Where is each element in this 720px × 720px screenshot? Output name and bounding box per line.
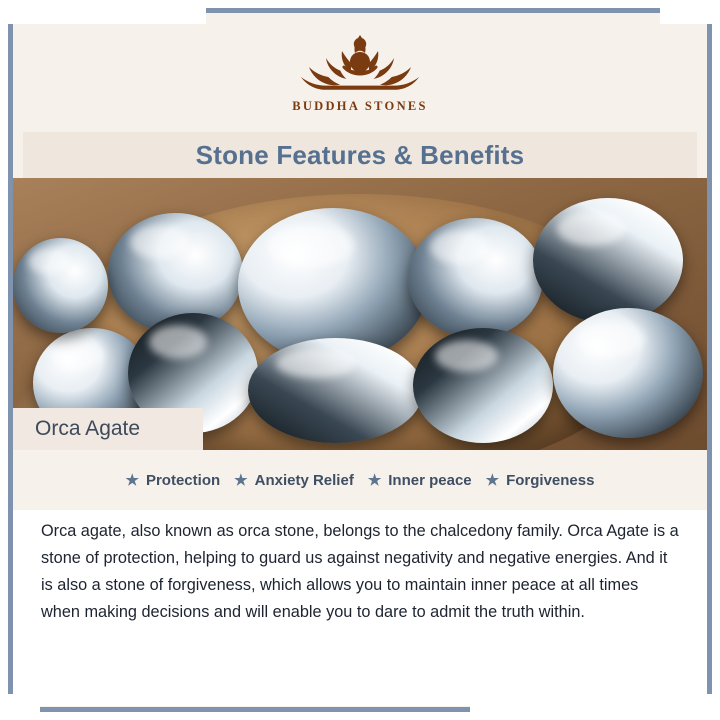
title-gap-left (13, 132, 23, 178)
benefit-label: Forgiveness (506, 471, 595, 489)
frame-notch-top-left (0, 0, 206, 24)
lotus-meditation-icon (285, 31, 435, 97)
brand-header (13, 13, 707, 126)
star-icon: ★ (125, 471, 139, 489)
stone-object (248, 338, 423, 443)
benefit-item (368, 472, 472, 489)
brand-name: BUDDHA STONES (292, 99, 428, 113)
benefit-label: Anxiety Relief (254, 471, 354, 489)
section-title-bar (13, 132, 707, 178)
stone-object (553, 308, 703, 438)
star-icon: ★ (485, 471, 500, 489)
title-gap-right (697, 132, 707, 178)
frame-notch-top-right (660, 0, 720, 24)
benefit-item (126, 472, 221, 489)
page-title: Stone Features & Benefits (195, 139, 525, 170)
benefit-item (486, 472, 595, 489)
stone-name: Orca Agate (35, 417, 141, 440)
description-block (13, 510, 707, 706)
benefit-item (234, 472, 354, 489)
stone-object (408, 218, 543, 338)
card-inner (13, 13, 707, 707)
stone-name-tab (13, 408, 203, 450)
frame-notch-bottom-left (0, 694, 40, 720)
star-icon: ★ (367, 471, 382, 489)
description-text: Orca agate, also known as orca stone, belongs to the chalcedony family. Orca Agate is a stone of protection, helping to guard us against negativity and negative energies. And it is also a stone of forgiveness, which allows you to maintain inner peace at all times when making decisions and will enable you to dare to admit the truth within. (41, 522, 679, 621)
photo-background (13, 178, 707, 450)
benefit-label: Inner peace (388, 471, 472, 489)
stone-object (533, 198, 683, 323)
star-icon: ★ (234, 471, 248, 489)
stone-object (413, 328, 553, 443)
benefit-label: Protection (145, 471, 221, 489)
stone-photo (13, 178, 707, 450)
stone-object (13, 238, 108, 333)
benefits-strip (13, 450, 707, 510)
frame-notch-bottom-right (470, 694, 720, 720)
